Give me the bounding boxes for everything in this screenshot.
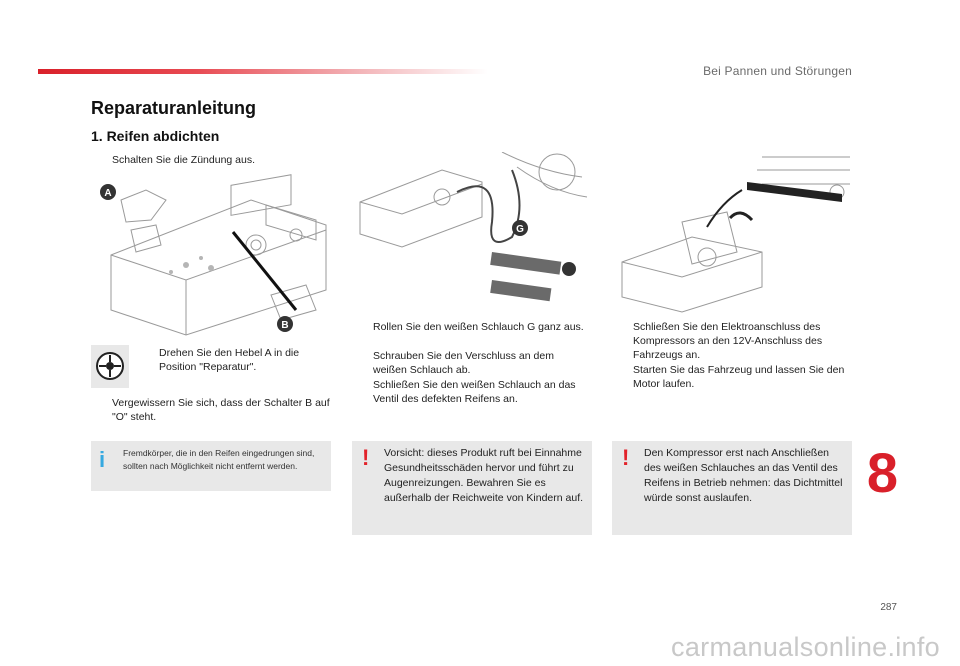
step-text: Schließen Sie den Elektroanschluss des Kompressors an den 12V-Anschluss des Fahrzeugs an.: [633, 321, 823, 361]
warning-icon: !: [362, 445, 370, 470]
section-title: Bei Pannen und Störungen: [703, 64, 852, 78]
info-icon: i: [99, 447, 106, 472]
step-text: Drehen Sie den Hebel A in die Position "Reparatur".: [159, 347, 300, 373]
warning-box-compressor: [612, 441, 852, 535]
hose-end-top: [490, 252, 576, 276]
step-text: Rollen Sie den weißen Schlauch G ganz aus.: [373, 321, 584, 333]
figure-label-g-text: G: [516, 224, 524, 235]
step-text: Schließen Sie den weißen Schlauch an das Ventil des defekten Reifens an.: [373, 379, 576, 405]
footer-watermark: carmanualsonline.info: [671, 632, 940, 662]
info-box: [91, 441, 331, 491]
warning-text: Vorsicht: dieses Produkt ruft bei Einnahme Gesundheitsschäden hervor und führt zu Augenreizungen. Bewahren Sie es außerhalb der Reichweite von Kindern auf.: [384, 447, 584, 504]
compressor-illustration-left: [91, 170, 333, 336]
step-text: Starten Sie das Fahrzeug und lassen Sie den Motor laufen.: [633, 364, 845, 390]
step-text: Schrauben Sie den Verschluss an dem weißen Schlauch ab.: [373, 350, 554, 376]
figure-label-b-text: B: [281, 320, 289, 331]
hose-end-bottom: [490, 280, 551, 301]
warning-box-sealant: [352, 441, 592, 535]
page-title: Reparaturanleitung: [91, 98, 257, 118]
step-switch-b: [91, 396, 331, 426]
lever-repair-icon-box: [91, 345, 129, 388]
step-start-engine: [612, 363, 852, 393]
step-unscrew-cap: [352, 349, 592, 379]
chapter-number: 8: [866, 441, 898, 504]
page-number: 287: [880, 602, 897, 613]
warning-icon: !: [622, 445, 630, 470]
step-connect-valve: [352, 378, 592, 408]
step-text: Vergewissern Sie sich, dass der Schalter B auf "O" steht.: [112, 397, 330, 423]
step-ignition-off: [91, 153, 331, 169]
figure-label-a-text: A: [104, 188, 112, 199]
page-subtitle: 1. Reifen abdichten: [91, 128, 220, 144]
power-connection-illustration: [612, 152, 852, 314]
lever-repair-icon: [91, 345, 129, 388]
info-text: Fremdkörper, die in den Reifen eingedrungen sind, sollten nach Möglichkeit nicht entfernt werden.: [123, 448, 315, 471]
step-unroll-hose: [352, 320, 592, 350]
step-lever-a: [138, 346, 330, 376]
header-accent-bar: [38, 69, 488, 74]
hose-illustration: [352, 152, 592, 314]
step-connect-12v: [612, 320, 852, 364]
step-text: Schalten Sie die Zündung aus.: [112, 154, 256, 166]
warning-text: Den Kompressor erst nach Anschließen des weißen Schlauches an das Ventil des Reifens in Betrieb nehmen: das Dichtmittel würde sonst auslaufen.: [644, 447, 843, 504]
